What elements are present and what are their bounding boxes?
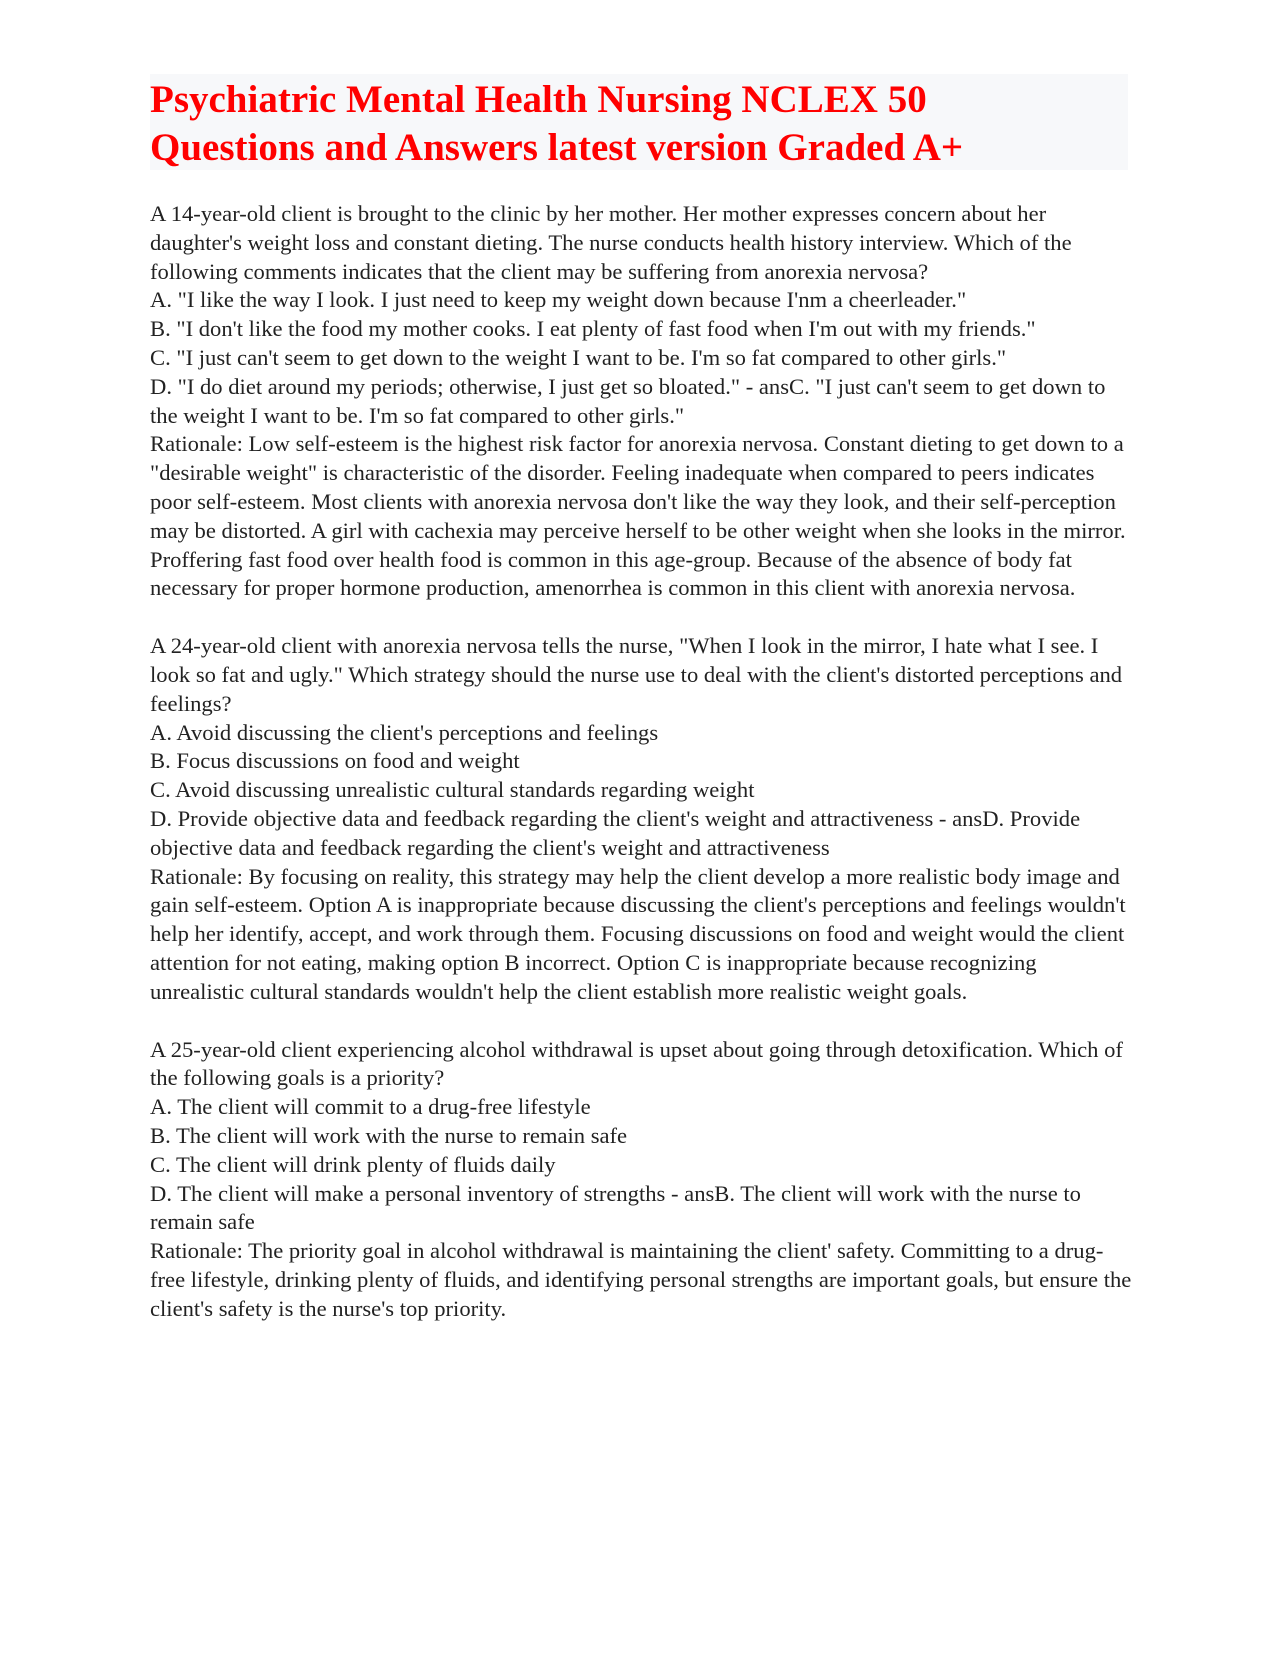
rationale: Rationale: Low self-esteem is the highest risk factor for anorexia nervosa. Constant dieting to get down to a "desirable weight" is characteristic of the disorder. Feeling inadequate when compared to peers indicates poor self-esteem. Most clients with anorexia nervosa don't like the way they look, and their self-perception may be distorted. A girl with cachexia may perceive herself to be other weight when she looks in the mirror. Proffering fast food over health food is common in this age-group. Because of the absence of body fat necessary for proper hormone production, amenorrhea is common in this client with anorexia nervosa. <box>150 431 1126 601</box>
option-b: B. The client will work with the nurse to remain safe <box>150 1122 628 1148</box>
question-stem: A 25-year-old client experiencing alcohol withdrawal is upset about going through detoxification. Which of the following goals is a priority? <box>150 1036 1123 1091</box>
title-line-1: Psychiatric Mental Health Nursing NCLEX 50 <box>150 78 927 121</box>
document-title <box>150 74 1128 172</box>
option-b: B. "I don't like the food my mother cooks. I eat plenty of fast food when I'm out with my friends." <box>150 316 1036 342</box>
rationale: Rationale: By focusing on reality, this strategy may help the client develop a more realistic body image and gain self-esteem. Option A is inappropriate because discussing the client's perceptions and feelings wouldn't help her identify, accept, and work through them. Focusing discussions on food and weight would the client attention for not eating, making option B incorrect. Option C is inappropriate because recognizing unrealistic cultural standards wouldn't help the client establish more realistic weight goals. <box>150 863 1126 1004</box>
option-c: C. The client will drink plenty of fluids daily <box>150 1151 556 1177</box>
title-line-2: Questions and Answers latest version Graded A+ <box>150 126 964 169</box>
document-body <box>150 200 1135 1352</box>
option-a: A. The client will commit to a drug-free lifestyle <box>150 1094 591 1120</box>
option-d-and-answer: D. Provide objective data and feedback regarding the client's weight and attractiveness - ansD. Provide objective data and feedback regarding the client's weight and attractiveness <box>150 805 1081 860</box>
question-block-2 <box>150 632 1135 1006</box>
question-stem: A 14-year-old client is brought to the clinic by her mother. Her mother expresses concern about her daughter's weight loss and constant dieting. The nurse conducts health history interview. Which of the following comments indicates that the client may be suffering from anorexia nervosa? <box>150 201 1072 284</box>
option-a: A. Avoid discussing the client's perceptions and feelings <box>150 719 659 745</box>
question-block-3 <box>150 1036 1135 1324</box>
option-d-and-answer: D. "I do diet around my periods; otherwise, I just get so bloated." - ansC. "I just can't seem to get down to the weight I want to be. I'm so fat compared to other girls." <box>150 373 1106 428</box>
option-b: B. Focus discussions on food and weight <box>150 748 520 774</box>
option-c: C. Avoid discussing unrealistic cultural standards regarding weight <box>150 777 755 803</box>
option-c: C. "I just can't seem to get down to the weight I want to be. I'm so fat compared to other girls." <box>150 344 1007 370</box>
title-banner <box>150 74 1128 170</box>
rationale: Rationale: The priority goal in alcohol withdrawal is maintaining the client' safety. Committing to a drug-free lifestyle, drinking plenty of fluids, and identifying personal strengths are important goals, but ensure the client's safety is the nurse's top priority. <box>150 1238 1132 1321</box>
option-a: A. "I like the way I look. I just need to keep my weight down because I'nm a cheerleader." <box>150 287 967 313</box>
option-d-and-answer: D. The client will make a personal inventory of strengths - ansB. The client will work with the nurse to remain safe <box>150 1180 1081 1235</box>
question-block-1 <box>150 200 1135 603</box>
question-stem: A 24-year-old client with anorexia nervosa tells the nurse, "When I look in the mirror, I hate what I see. I look so fat and ugly." Which strategy should the nurse use to deal with the client's distorted perceptions and feelings? <box>150 633 1123 716</box>
